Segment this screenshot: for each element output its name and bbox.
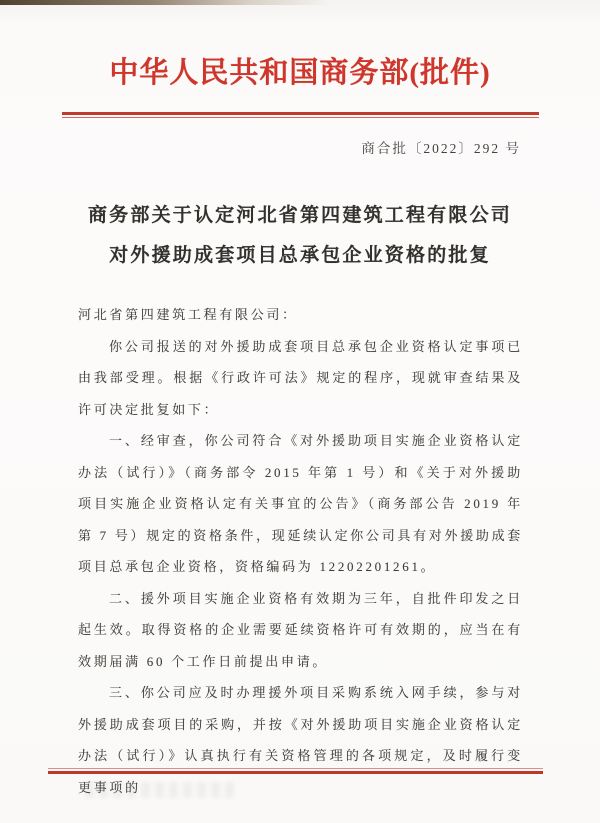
scan-edge-artifact: [0, 0, 330, 5]
document-title-line-2: 对外援助成套项目总承包企业资格的批复: [109, 245, 491, 266]
letterhead: [0, 0, 600, 94]
body-paragraph-1: 你公司报送的对外援助成套项目总承包企业资格认定事项已由我部受理。根据《行政许可法》规定的程序，现就审查结果及许可决定批复如下：: [78, 338, 523, 417]
document-number: 商合批〔2022〕292 号: [361, 141, 521, 156]
body-paragraph-4: 三、你公司应及时办理援外项目采购系统入网手续，参与对外援助成套项目的采购，并按《对外援助项目实施企业资格认定办法（试行）》认真执行有关资格管理的各项规定，及时履行变更事项的: [78, 685, 523, 795]
document-title-line-1: 商务部关于认定河北省第四建筑工程有限公司: [87, 205, 512, 226]
letterhead-divider: [62, 112, 539, 118]
body-paragraph-2: 一、经审查，你公司符合《对外援助项目实施企业资格认定办法（试行）》（商务部令 2015 年第 1 号）和《关于对外援助项目实施企业资格认定有关事宜的公告》（商务部公告 2019 年第 7 号）规定的资格条件，现延续认定你公司具有对外援助成套项目总承包企业资格，资格编码为 12202201261。: [78, 433, 524, 574]
body-paragraph-3: 二、援外项目实施企业资格有效期为三年，自批件印发之日起生效。取得资格的企业需要延续资格许可有效期的，应当在有效期届满 60 个工作日前提出申请。: [78, 590, 523, 669]
salutation: 河北省第四建筑工程有限公司：: [78, 307, 298, 322]
document-body: [78, 299, 523, 803]
letterhead-title: 中华人民共和国商务部(批件): [109, 57, 491, 89]
footer-divider: [48, 768, 543, 774]
page-bleed-through: [85, 782, 235, 798]
document-title: [0, 196, 600, 276]
